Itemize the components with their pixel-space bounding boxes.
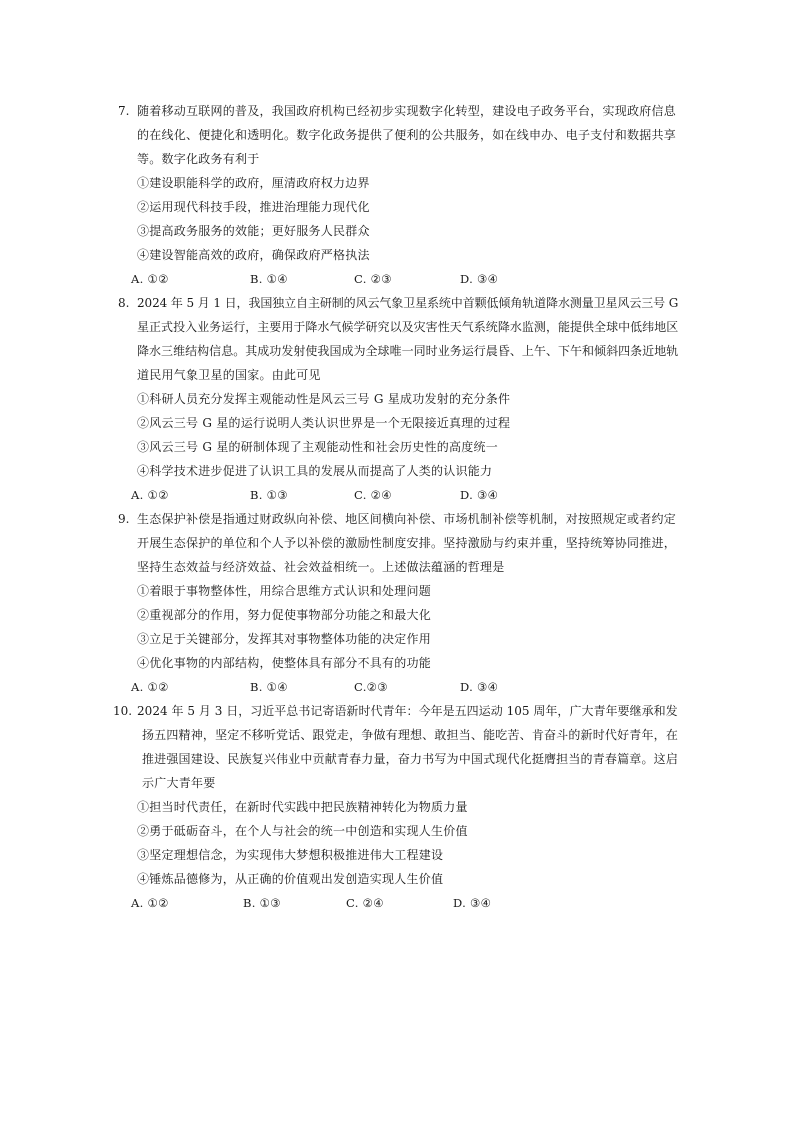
- statement-item: ③坚定理想信念，为实现伟大梦想积极推进伟大工程建设: [137, 848, 444, 862]
- statement-item: ②运用现代科技手段，推进治理能力现代化: [137, 200, 370, 214]
- option-b: B. ①④: [250, 272, 288, 286]
- statement-item: ①着眼于事物整体性，用综合思维方式认识和处理问题: [137, 584, 432, 598]
- statement-item: ②重视部分的作用，努力促使事物部分功能之和最大化: [137, 608, 432, 622]
- stem-line: 等。数字化政务有利于: [137, 152, 260, 166]
- question-number: 7.: [118, 104, 130, 118]
- option-a: A. ①②: [131, 896, 169, 910]
- stem-line: 星正式投入业务运行，主要用于降水气候学研究以及灾害性天气系统降水监测，能提供全球中低纬地区: [137, 320, 679, 334]
- option-a: A. ①②: [131, 680, 169, 694]
- option-b: B. ①③: [250, 488, 288, 502]
- option-d: D. ③④: [453, 896, 492, 910]
- option-a: A. ①②: [131, 272, 169, 286]
- stem-line: 示广大青年要: [142, 776, 216, 790]
- stem-line: 开展生态保护的单位和个人予以补偿的激励性制度安排。坚持激励与约束并重，坚持统筹协同推进，: [137, 536, 677, 550]
- option-d: D. ③④: [460, 272, 499, 286]
- stem-line: 坚持生态效益与经济效益、社会效益相统一。上述做法蕴涵的哲理是: [137, 560, 505, 574]
- statement-item: ④优化事物的内部结构，使整体具有部分不具有的功能: [137, 656, 432, 670]
- option-d: D. ③④: [460, 488, 499, 502]
- stem-line: 2024 年 5 月 3 日，习近平总书记寄语新时代青年：今年是五四运动 105 周年，广大青年要继承和发: [137, 704, 678, 718]
- stem-line: 生态保护补偿是指通过财政纵向补偿、地区间横向补偿、市场机制补偿等机制，对按照规定或者约定: [137, 512, 677, 526]
- statement-item: ①科研人员充分发挥主观能动性是风云三号 G 星成功发射的充分条件: [137, 392, 511, 406]
- stem-line: 扬五四精神，坚定不移听党话、跟党走，争做有理想、敢担当、能吃苦、肯奋斗的新时代好青年，在: [142, 728, 679, 742]
- statement-item: ③提高政务服务的效能；更好服务人民群众: [137, 224, 370, 238]
- stem-line: 随着移动互联网的普及，我国政府机构已经初步实现数字化转型，建设电子政务平台，实现政府信息: [137, 104, 677, 118]
- stem-line: 道民用气象卫星的国家。由此可见: [137, 368, 321, 382]
- question-number: 8.: [118, 296, 130, 310]
- statement-item: ③立足于关键部分，发挥其对事物整体功能的决定作用: [137, 632, 432, 646]
- question-number: 9.: [118, 512, 130, 526]
- statement-item: ④锤炼品德修为，从正确的价值观出发创造实现人生价值: [137, 872, 444, 886]
- statement-item: ④建设智能高效的政府，确保政府严格执法: [137, 248, 370, 262]
- option-d: D. ③④: [460, 680, 499, 694]
- option-b: B. ①③: [243, 896, 281, 910]
- option-a: A. ①②: [131, 488, 169, 502]
- question-number: 10.: [113, 704, 133, 718]
- statement-item: ④科学技术进步促进了认识工具的发展从而提高了人类的认识能力: [137, 464, 493, 478]
- option-c: C. ②④: [354, 488, 392, 502]
- option-c: C. ②③: [354, 272, 392, 286]
- stem-line: 2024 年 5 月 1 日，我国独立自主研制的风云气象卫星系统中首颗低倾角轨道降水测量卫星风云三号 G: [137, 296, 679, 310]
- statement-item: ②风云三号 G 星的运行说明人类认识世界是一个无限接近真理的过程: [137, 416, 511, 430]
- stem-line: 推进强国建设、民族复兴伟业中贡献青春力量，奋力书写为中国式现代化挺膺担当的青春篇章。这启: [142, 752, 679, 766]
- statement-item: ②勇于砥砺奋斗，在个人与社会的统一中创造和实现人生价值: [137, 824, 468, 838]
- option-c: C. ②④: [346, 896, 384, 910]
- statement-item: ①担当时代责任，在新时代实践中把民族精神转化为物质力量: [137, 800, 468, 814]
- statement-item: ①建设职能科学的政府，厘清政府权力边界: [137, 176, 370, 190]
- statement-item: ③风云三号 G 星的研制体现了主观能动性和社会历史性的高度统一: [137, 440, 498, 454]
- stem-line: 的在线化、便捷化和透明化。数字化政务提供了便利的公共服务，如在线申办、电子支付和数据共享: [137, 128, 677, 142]
- option-b: B. ①④: [250, 680, 288, 694]
- stem-line: 降水三维结构信息。其成功发射使我国成为全球唯一同时业务运行晨昏、上午、下午和倾斜四条近地轨: [137, 344, 679, 358]
- option-c: C.②③: [354, 680, 388, 694]
